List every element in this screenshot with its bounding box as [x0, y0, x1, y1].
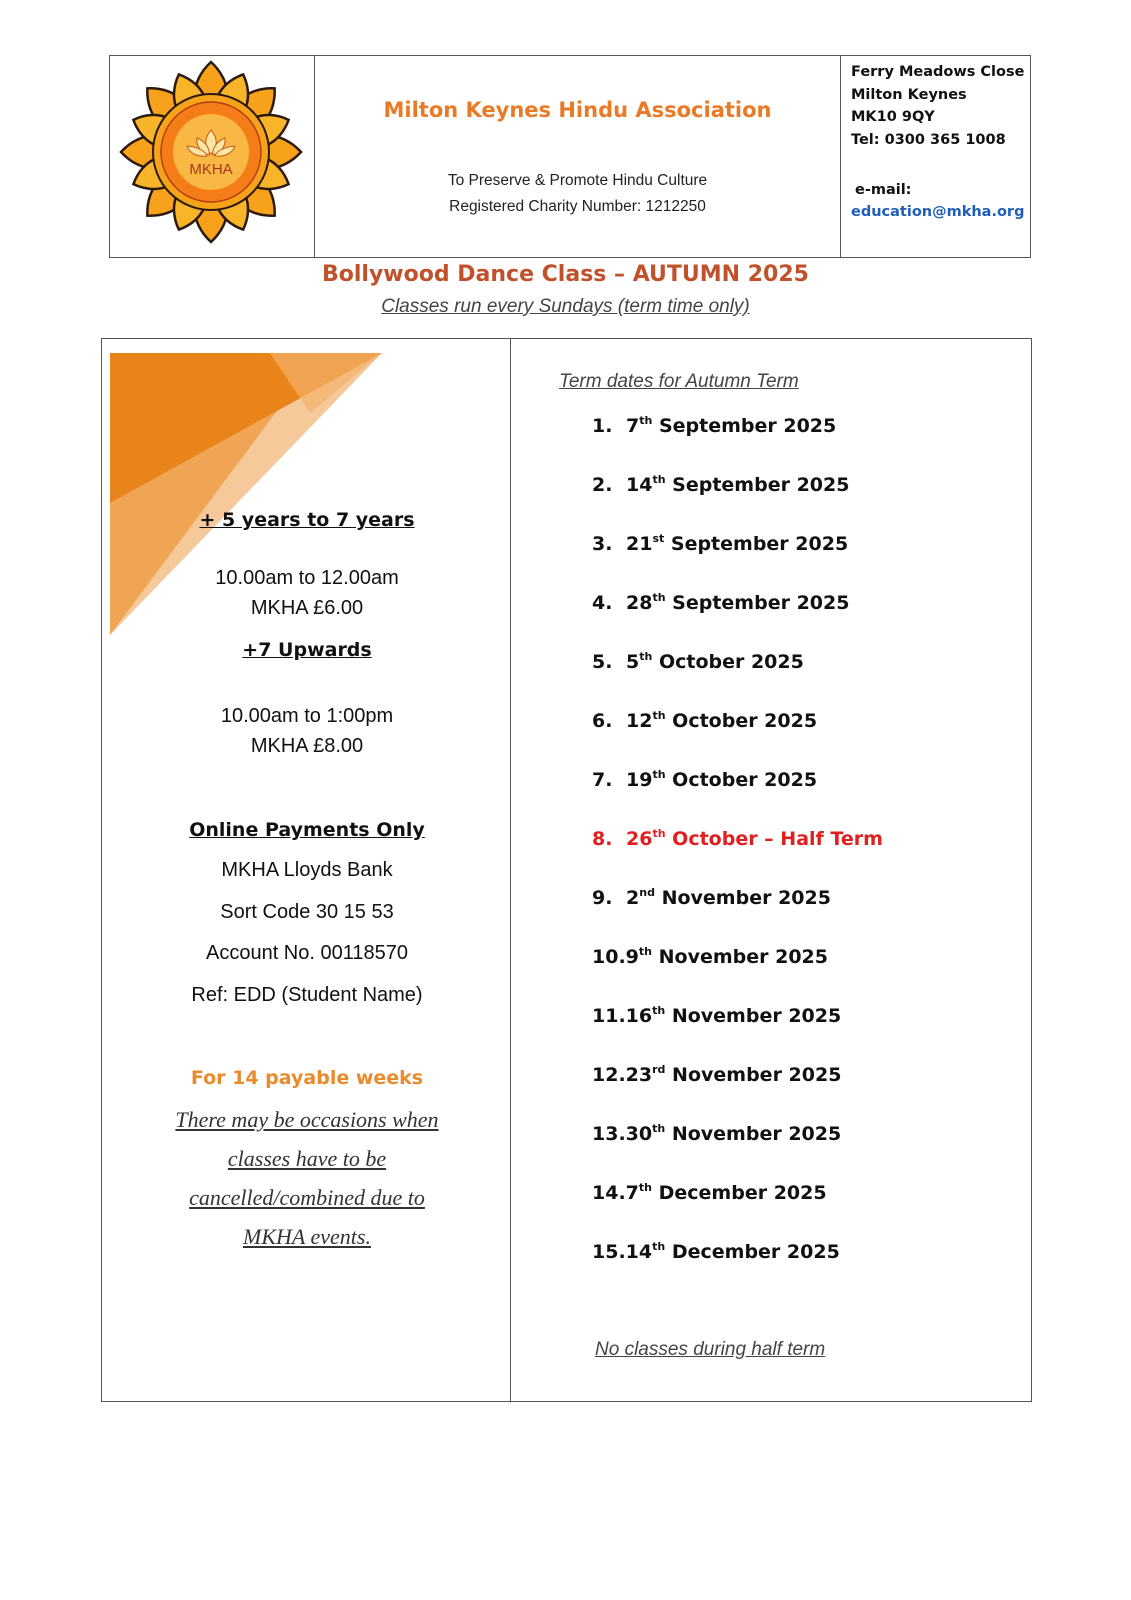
term-date-day: 5 — [626, 651, 640, 673]
term-date-month: September 2025 — [652, 415, 837, 437]
term-date-day: 28 — [626, 592, 653, 614]
term-date-number: 2. — [592, 474, 613, 496]
email-link[interactable]: education@mkha.org — [851, 204, 1025, 220]
term-date-day: 7 — [625, 1182, 639, 1204]
term-date-month: October 2025 — [665, 769, 818, 791]
term-date-day: 7 — [626, 415, 640, 437]
term-dates-heading: Term dates for Autumn Term — [559, 371, 799, 392]
charity-number: Registered Charity Number: 1212250 — [449, 198, 706, 215]
term-date-number: 14. — [592, 1182, 626, 1204]
term-date-item — [592, 533, 848, 555]
tagline: To Preserve & Promote Hindu Culture — [447, 172, 708, 189]
term-date-suffix: th — [652, 591, 666, 604]
cancellation-note-line: cancelled/combined due to — [189, 1185, 425, 1210]
term-date-number: 7. — [592, 769, 613, 791]
age-group-5-7-heading: + 5 years to 7 years — [199, 509, 415, 531]
term-date-month: November 2025 — [665, 1064, 842, 1086]
term-date-number: 8. — [592, 828, 613, 850]
class-details-table — [101, 338, 1032, 1402]
logo-text: MKHA — [189, 161, 233, 178]
cancellation-note-line: There may be occasions when — [175, 1107, 439, 1132]
term-date-suffix: th — [639, 414, 653, 427]
term-date-day: 9 — [625, 946, 639, 968]
address-line: Ferry Meadows Close — [851, 64, 1025, 80]
account-number: Account No. 00118570 — [205, 942, 408, 964]
term-date-number: 3. — [592, 533, 613, 555]
organisation-name: Milton Keynes Hindu Association — [383, 98, 772, 122]
cancellation-note-line: classes have to be — [227, 1146, 387, 1171]
address-line: MK10 9QY — [851, 109, 935, 125]
term-date-day: 14 — [625, 1241, 653, 1263]
term-date-number: 1. — [592, 415, 613, 437]
term-date-day: 14 — [626, 474, 653, 496]
term-date-item — [592, 415, 836, 437]
term-date-suffix: th — [652, 473, 666, 486]
term-date-day: 16 — [625, 1005, 653, 1027]
term-date-month: September 2025 — [664, 533, 849, 555]
term-date-item — [592, 1005, 841, 1027]
term-date-item — [592, 1064, 841, 1086]
term-date-day: 30 — [625, 1123, 653, 1145]
term-date-item — [592, 887, 831, 909]
term-dates-column — [511, 339, 1031, 1401]
term-date-item — [592, 1241, 840, 1263]
class-subtitle: Classes run every Sundays (term time only) — [381, 296, 750, 317]
term-date-suffix: th — [652, 1004, 666, 1017]
term-date-suffix: th — [652, 768, 666, 781]
term-date-month: October 2025 — [652, 651, 804, 673]
term-date-item — [592, 651, 804, 673]
term-date-item — [592, 592, 849, 614]
term-date-month: October 2025 — [665, 710, 818, 732]
term-date-item — [592, 1123, 841, 1145]
term-date-number: 11. — [592, 1005, 626, 1027]
term-date-month: October – Half Term — [665, 828, 883, 850]
term-date-day: 19 — [626, 769, 653, 791]
term-date-suffix: st — [652, 532, 665, 545]
term-date-day: 21 — [626, 533, 653, 555]
mkha-lotus-logo — [110, 56, 314, 257]
term-date-suffix: th — [638, 945, 652, 958]
term-date-number: 6. — [592, 710, 613, 732]
term-date-item — [592, 1182, 827, 1204]
payable-weeks: For 14 payable weeks — [190, 1067, 424, 1089]
letterhead — [109, 55, 1031, 258]
term-date-day: 12 — [626, 710, 653, 732]
address-line: Milton Keynes — [851, 86, 967, 103]
payment-heading: Online Payments Only — [189, 819, 425, 841]
term-date-item — [592, 828, 883, 850]
term-date-number: 15. — [592, 1241, 626, 1263]
title-cell — [315, 56, 841, 257]
telephone: Tel: 0300 365 1008 — [851, 131, 1006, 148]
contact-cell — [841, 56, 1030, 257]
age-group-5-7-price: MKHA £6.00 — [250, 597, 364, 619]
term-date-day: 2 — [626, 887, 640, 909]
term-date-day: 23 — [625, 1064, 653, 1086]
term-date-suffix: th — [639, 650, 653, 663]
term-date-month: November 2025 — [665, 1005, 842, 1027]
term-date-day: 26 — [626, 828, 653, 850]
term-date-suffix: th — [652, 709, 666, 722]
age-group-7-up-time: 10.00am to 1:00pm — [220, 705, 394, 727]
term-date-suffix: rd — [652, 1063, 666, 1076]
term-date-suffix: th — [652, 1240, 666, 1253]
term-date-month: November 2025 — [665, 1123, 842, 1145]
class-title: Bollywood Dance Class – AUTUMN 2025 — [322, 262, 809, 287]
tagline-block — [315, 168, 840, 220]
payment-reference: Ref: EDD (Student Name) — [191, 984, 423, 1006]
term-date-month: November 2025 — [652, 946, 828, 968]
fees-column — [102, 339, 511, 1401]
age-group-7-up-price: MKHA £8.00 — [250, 735, 364, 757]
term-date-suffix: th — [652, 827, 666, 840]
term-date-item — [592, 946, 828, 968]
age-group-7-up-heading: +7 Upwards — [242, 639, 372, 661]
term-date-number: 9. — [592, 887, 613, 909]
logo-cell — [110, 56, 315, 257]
term-date-number: 12. — [592, 1064, 626, 1086]
term-date-suffix: nd — [639, 886, 655, 899]
term-date-month: December 2025 — [652, 1182, 827, 1204]
age-group-5-7-time: 10.00am to 12.00am — [215, 567, 399, 589]
term-date-month: November 2025 — [654, 887, 831, 909]
term-date-item — [592, 474, 849, 496]
term-date-suffix: th — [638, 1181, 652, 1194]
term-date-number: 10. — [592, 946, 626, 968]
term-date-number: 4. — [592, 592, 613, 614]
term-date-month: September 2025 — [665, 592, 850, 614]
orange-corner-decoration — [110, 353, 382, 635]
cancellation-note-line: MKHA events. — [243, 1224, 371, 1249]
term-date-number: 5. — [592, 651, 613, 673]
bank-name: MKHA Lloyds Bank — [221, 859, 393, 881]
term-date-item — [592, 710, 817, 732]
sort-code: Sort Code 30 15 53 — [220, 901, 394, 923]
term-date-month: December 2025 — [665, 1241, 840, 1263]
term-date-item — [592, 769, 817, 791]
term-date-number: 13. — [592, 1123, 626, 1145]
term-date-suffix: th — [652, 1122, 666, 1135]
email-label: e-mail: — [855, 182, 912, 198]
half-term-note: No classes during half term — [595, 1339, 826, 1360]
term-date-month: September 2025 — [665, 474, 850, 496]
